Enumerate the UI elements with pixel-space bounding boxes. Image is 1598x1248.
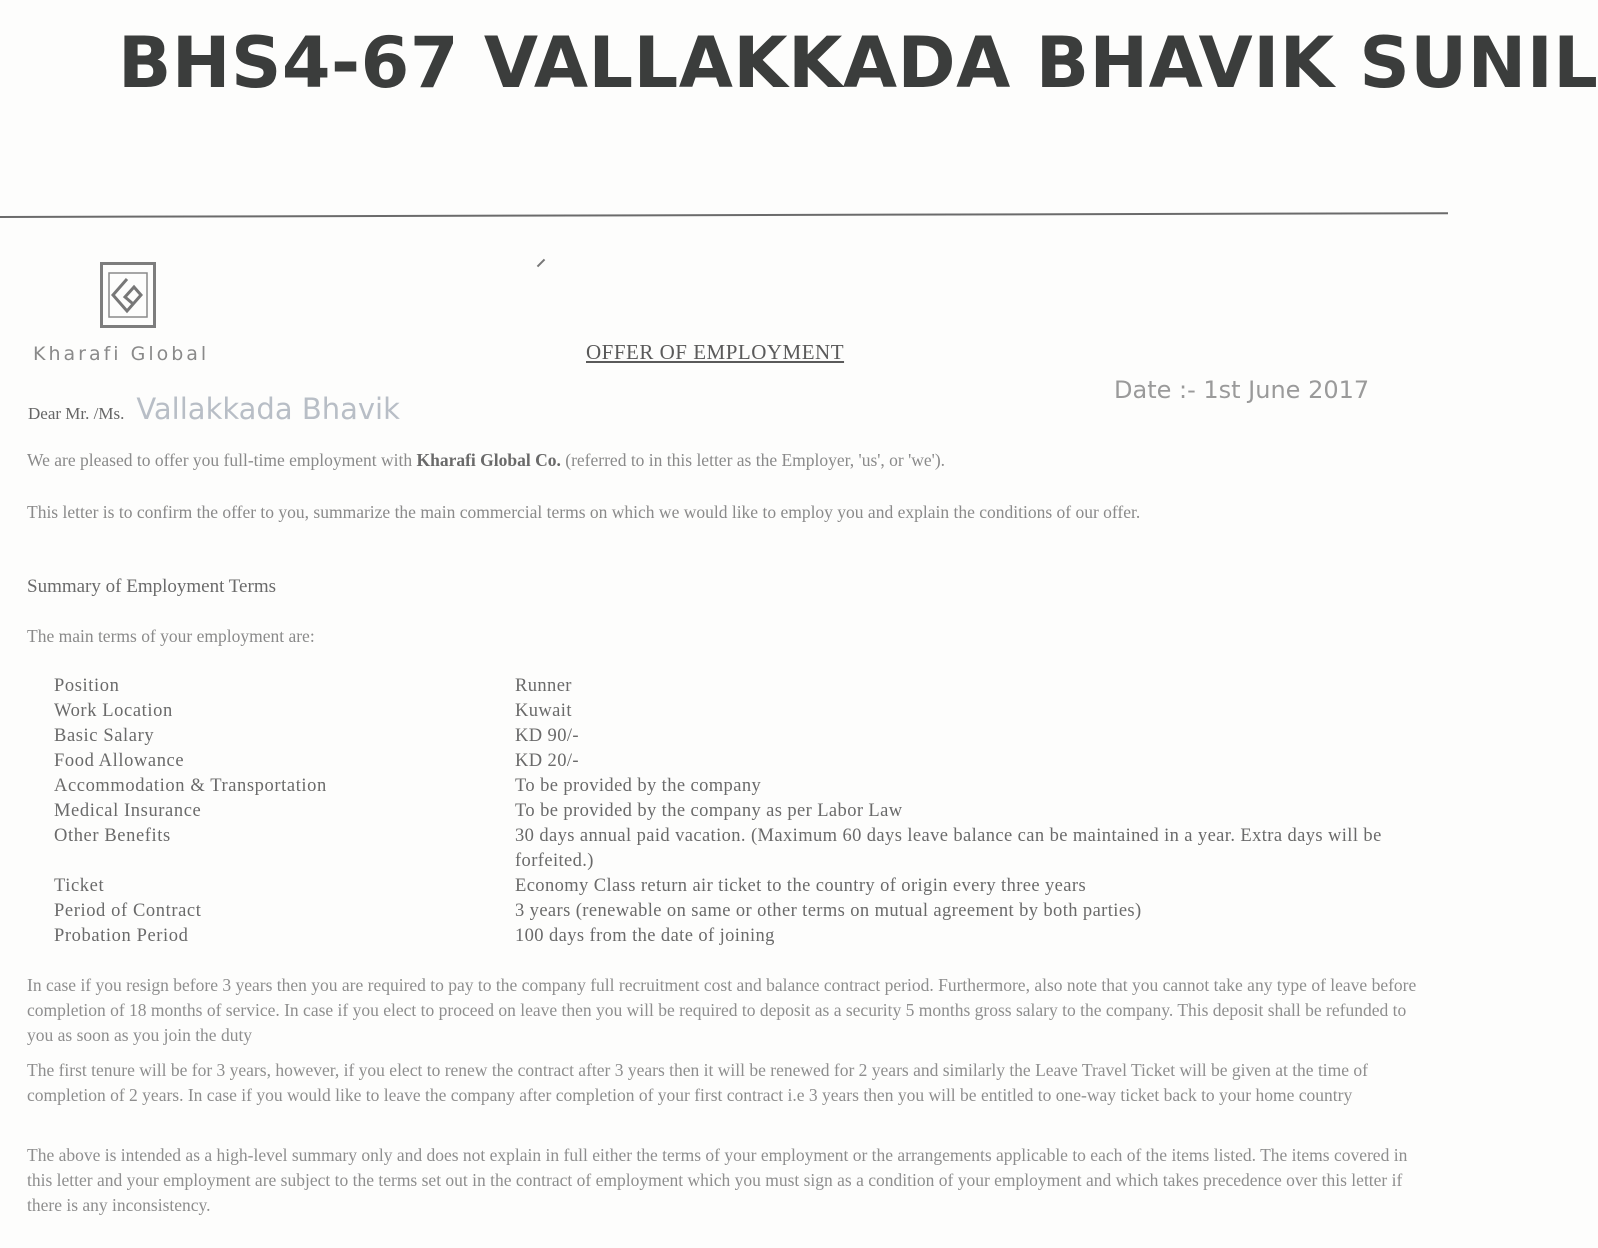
summary-heading: Summary of Employment Terms [27, 576, 276, 597]
header-divider [0, 212, 1448, 218]
term-value: 3 years (renewable on same or other terms on mutual agreement by both parties) [515, 901, 1142, 921]
term-label: Period of Contract [54, 901, 202, 921]
document-header-title: BHS4-67 VALLAKKADA BHAVIK SUNIL [118, 22, 1598, 104]
company-logo-text: Kharafi Global [33, 343, 210, 365]
intro-text-start: We are pleased to offer you full-time employment with [27, 450, 417, 470]
term-label: Accommodation & Transportation [54, 776, 327, 796]
term-row [54, 774, 1434, 799]
salutation-prefix: Dear Mr. /Ms. [28, 404, 125, 423]
intro-text-end: (referred to in this letter as the Employer, 'us', or 'we'). [560, 450, 946, 470]
term-label: Position [54, 676, 120, 696]
term-value: Economy Class return air ticket to the country of origin every three years [515, 876, 1087, 896]
employment-terms-table [54, 674, 1434, 949]
confirmation-paragraph: This letter is to confirm the offer to you, summarize the main commercial terms on which we would like to employ you and explain the conditions of our offer. [27, 502, 1141, 522]
term-row [54, 924, 1434, 949]
company-name: Kharafi Global Co. [416, 450, 561, 470]
company-logo-icon [100, 262, 156, 328]
term-label: Probation Period [54, 926, 189, 946]
term-value: 30 days annual paid vacation. (Maximum 60 days leave balance can be maintained in a year. Extra days will be forfeited.) [515, 826, 1382, 871]
term-label: Ticket [54, 876, 105, 896]
term-row [54, 799, 1434, 824]
term-value: KD 90/- [515, 726, 579, 746]
term-row [54, 699, 1434, 724]
term-row [54, 674, 1434, 699]
term-value: KD 20/- [515, 751, 579, 771]
letter-title: OFFER OF EMPLOYMENT [586, 340, 845, 364]
letter-date: Date :- 1st June 2017 [1114, 376, 1370, 404]
term-value: Runner [515, 676, 572, 696]
term-value: Kuwait [515, 701, 572, 721]
term-row [54, 874, 1434, 899]
terms-intro: The main terms of your employment are: [27, 626, 315, 646]
summary-disclaimer-paragraph: The above is intended as a high-level summary only and does not explain in full either the terms of your employment or the arrangements applicable to each of the items listed. The items covered in this letter and your employment are subject to the terms set out in the contract of employment which you must sign as a condition of your employment and which takes precedence over this letter if there is any inconsistency. [27, 1145, 1408, 1215]
pen-mark [537, 259, 545, 267]
salutation [28, 392, 400, 426]
term-label: Food Allowance [54, 751, 185, 771]
term-row [54, 724, 1434, 749]
intro-paragraph [27, 448, 1422, 473]
term-value: To be provided by the company as per Labor Law [515, 801, 903, 821]
tenure-paragraph: The first tenure will be for 3 years, however, if you elect to renew the contract after 3 years then it will be renewed for 2 years and similarly the Leave Travel Ticket will be given at the time of completion of 2 years. In case if you would like to leave the company after completion of your first contract i.e 3 years then you will be entitled to one-way ticket back to your home country [27, 1060, 1369, 1105]
term-row [54, 824, 1434, 874]
term-value: 100 days from the date of joining [515, 926, 775, 946]
term-label: Work Location [54, 701, 173, 721]
term-label: Medical Insurance [54, 801, 202, 821]
term-row [54, 899, 1434, 924]
term-row [54, 749, 1434, 774]
recipient-name: Vallakkada Bhavik [136, 392, 400, 426]
resignation-paragraph: In case if you resign before 3 years then you are required to pay to the company full recruitment cost and balance contract period. Furthermore, also note that you cannot take any type of leave before completion of 18 months of service. In case if you elect to proceed on leave then you will be required to deposit as a security 5 months gross salary to the company. This deposit shall be refunded to you as soon as you join the duty [27, 975, 1417, 1045]
term-label: Basic Salary [54, 726, 155, 746]
term-label: Other Benefits [54, 826, 171, 846]
term-value: To be provided by the company [515, 776, 762, 796]
